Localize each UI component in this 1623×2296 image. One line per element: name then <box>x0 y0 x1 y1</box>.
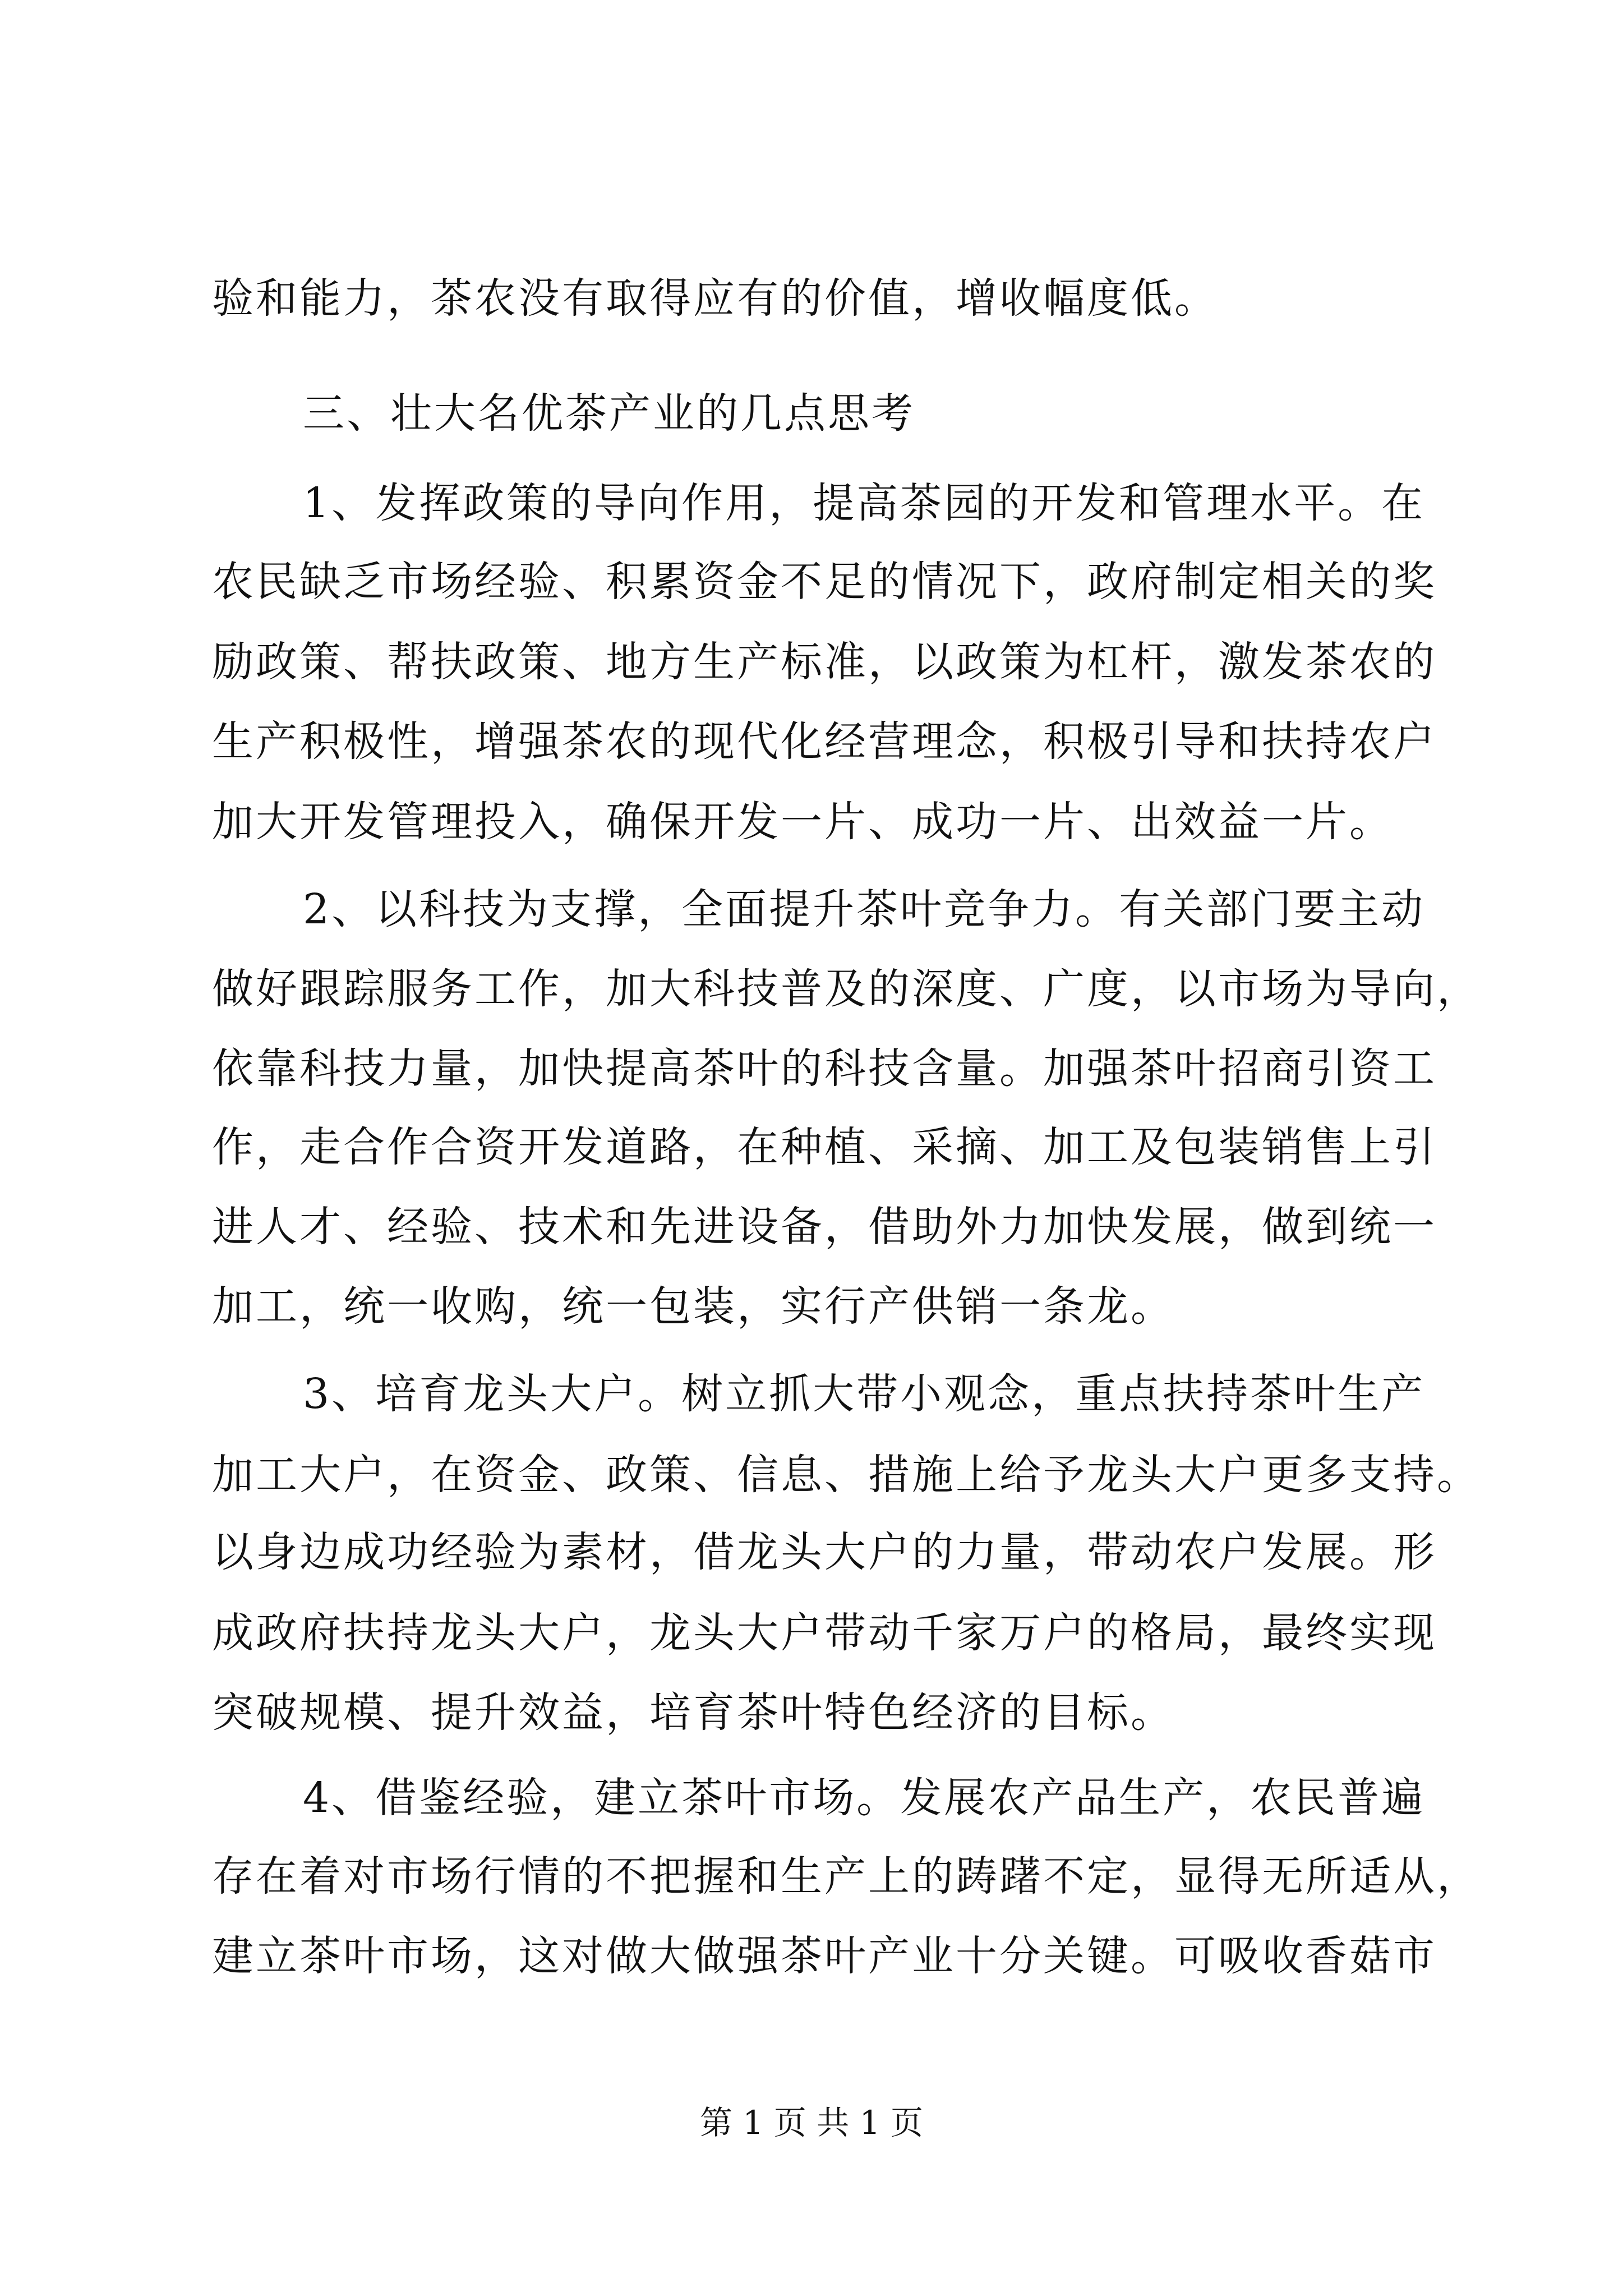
text-line: 存在着对市场行情的不把握和生产上的踌躇不定，显得无所适从， <box>212 1852 1481 1901</box>
text-line: 以身边成功经验为素材，借龙头大户的力量，带动农户发展。形 <box>212 1528 1437 1576</box>
text-line: 加工，统一收购，统一包装，实行产供销一条龙。 <box>212 1282 1174 1331</box>
text-line: 做好跟踪服务工作，加大科技普及的深度、广度，以市场为导向， <box>212 965 1481 1013</box>
text-line: 依靠科技力量，加快提高茶叶的科技含量。加强茶叶招商引资工 <box>212 1045 1437 1093</box>
section-heading: 三、壮大名优茶产业的几点思考 <box>303 389 915 438</box>
text-line: 进人才、经验、技术和先进设备，借助外力加快发展，做到统一 <box>212 1203 1437 1251</box>
text-line: 加大开发管理投入，确保开发一片、成功一片、出效益一片。 <box>212 798 1393 846</box>
text-line: 成政府扶持龙头大户，龙头大户带动千家万户的格局，最终实现 <box>212 1609 1437 1657</box>
text-line: 励政策、帮扶政策、地方生产标准，以政策为杠杆，激发茶农的 <box>212 638 1437 686</box>
text-line: 加工大户，在资金、政策、信息、措施上给予龙头大户更多支持。 <box>212 1451 1481 1499</box>
text-line: 1、发挥政策的导向作用，提高茶园的开发和管理水平。在 <box>303 479 1426 527</box>
text-line: 2、以科技为支撑，全面提升茶叶竞争力。有关部门要主动 <box>303 885 1426 933</box>
text-line: 突破规模、提升效益，培育茶叶特色经济的目标。 <box>212 1688 1174 1737</box>
text-line: 4、借鉴经验，建立茶叶市场。发展农产品生产，农民普遍 <box>303 1774 1426 1822</box>
text-line: 验和能力，茶农没有取得应有的价值，增收幅度低。 <box>212 274 1218 323</box>
text-line: 建立茶叶市场，这对做大做强茶叶产业十分关键。可吸收香菇市 <box>212 1932 1437 1980</box>
text-line: 作，走合作合资开发道路，在种植、采摘、加工及包装销售上引 <box>212 1123 1437 1171</box>
text-line: 农民缺乏市场经验、积累资金不足的情况下，政府制定相关的奖 <box>212 558 1437 606</box>
text-line: 3、培育龙头大户。树立抓大带小观念，重点扶持茶叶生产 <box>303 1370 1426 1418</box>
page-footer: 第 1 页 共 1 页 <box>700 2104 923 2142</box>
text-line: 生产积极性，增强茶农的现代化经营理念，积极引导和扶持农户 <box>212 717 1437 766</box>
